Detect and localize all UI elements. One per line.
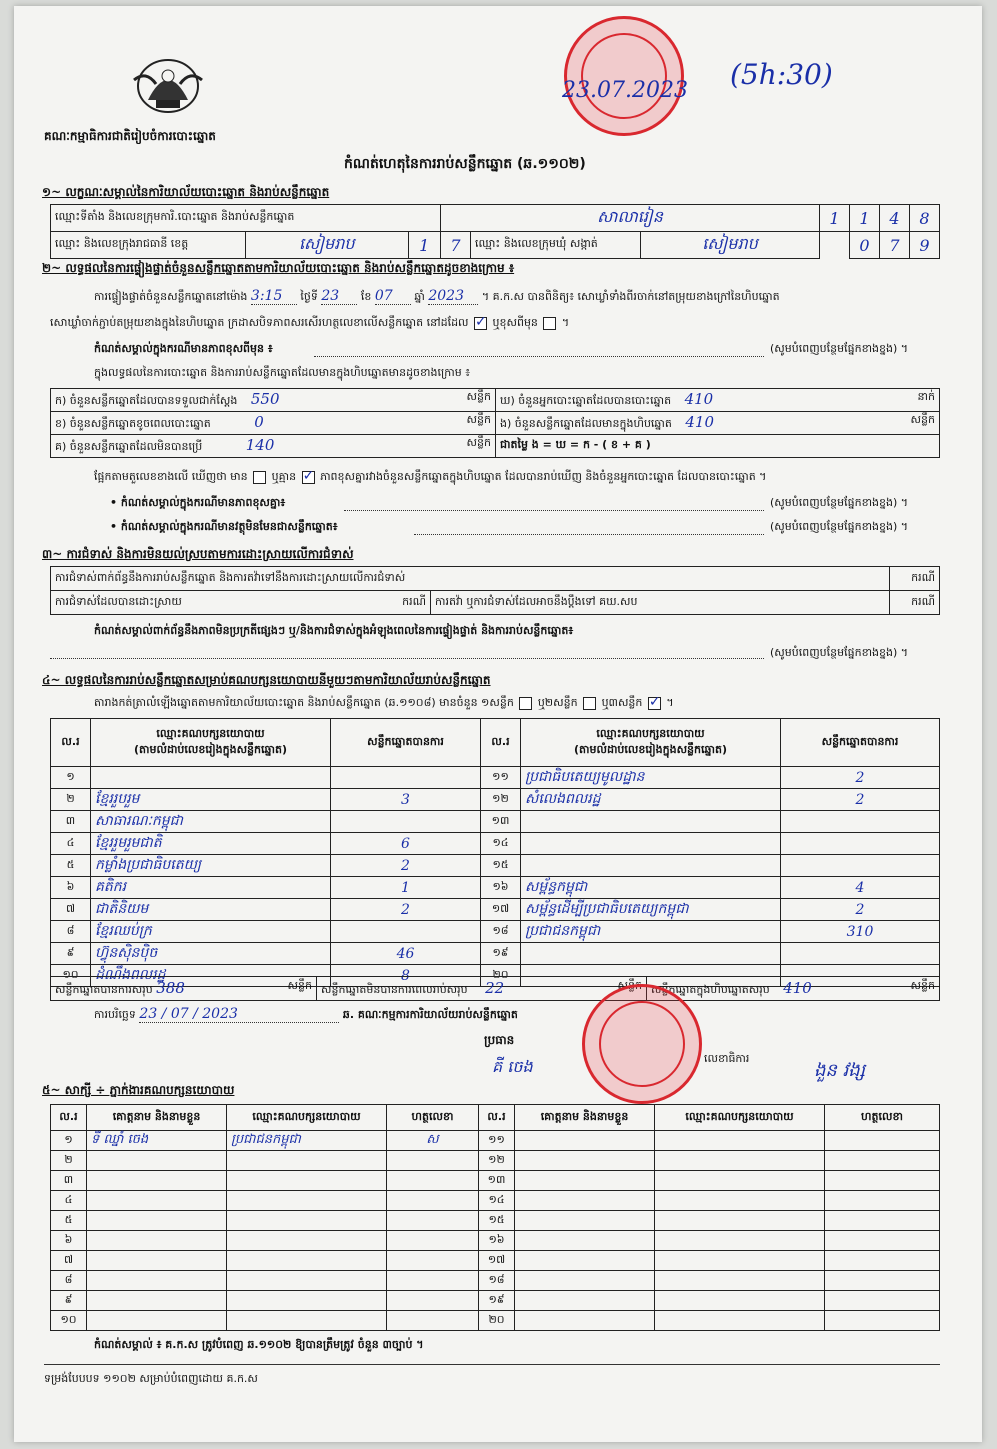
party-name: ខ្មែររួបរួម (91, 789, 331, 811)
party-name (521, 811, 781, 833)
party-votes: 310 (781, 921, 940, 943)
witness-party: ប្រជាជនកម្ពុជា (227, 1131, 387, 1151)
section2-heading: ២~ លទ្ធផលនៃការផ្ទៀងផ្ទាត់ចំនួនសន្លឹកឆ្នោតតាមការិយាល័យបោះឆ្នោត និងរាប់សន្លឹកឆ្នោតដូចខាងក្រោម ៖ (42, 261, 515, 275)
witness-row (51, 1171, 940, 1191)
witness-number: ៤ (51, 1191, 87, 1211)
witness-signature (387, 1271, 479, 1291)
fill-note: (សូមបំពេញបន្ថែមផ្នែកខាងខ្នង) ។ (770, 646, 909, 659)
witness-name (87, 1291, 227, 1311)
commune-value: សៀមរាប (641, 232, 820, 259)
witness-number: ១០ (51, 1311, 87, 1331)
witness-name (87, 1251, 227, 1271)
section1-table (50, 204, 940, 259)
receipt-time: (5h:30) (730, 58, 833, 91)
seal-line: សោឃ្លាំចាក់ភ្ជាប់តម្រុយខាងក្នុងនៃហិបឆ្នោត ក្រដាសបិទភាពសរសើរហត្ថលេខាលើសន្លឹកឆ្នោត នៅដដែល ✓ ឬខុសពីមុន ។ (50, 316, 569, 332)
party-name: ដំណឹងពលរដ្ឋ (91, 965, 331, 987)
witness-number: ១៦ (479, 1231, 515, 1251)
witness-signature (825, 1151, 940, 1171)
witness-number: ១៧ (479, 1251, 515, 1271)
party-number: ១៦ (481, 877, 521, 899)
party-number: ១ (51, 767, 91, 789)
party-number: ២ (51, 789, 91, 811)
chair-label: ប្រធាន (484, 1033, 515, 1047)
formula: ជាតម្លៃ ង = ឃ = ក - ( ខ + គ ) (496, 435, 940, 458)
witness-signature (387, 1151, 479, 1171)
witness-name (87, 1171, 227, 1191)
witness-signature: ស (387, 1131, 479, 1151)
objection-row: ការជំទាស់ពាក់ព័ន្ធនឹងការរាប់សន្លឹកឆ្នោត និងការតវ៉ាទៅនឹងការដោះស្រាយលើការជំទាស់ (51, 567, 890, 591)
three-sheet-checkbox[interactable] (648, 697, 661, 710)
party-votes (781, 855, 940, 877)
difference-note-line (314, 356, 764, 357)
party-name: កម្លាំងប្រជាធិបតេយ្យ (91, 855, 331, 877)
witness-row (51, 1131, 940, 1151)
party-number: ១០ (51, 965, 91, 987)
party-name: ប្រជាជនកម្ពុជា (521, 921, 781, 943)
party-name (521, 833, 781, 855)
results-row (51, 789, 940, 811)
site-digit: 4 (880, 205, 910, 232)
witness-number: ១៨ (479, 1271, 515, 1291)
witness-party (655, 1131, 825, 1151)
party-name: ប្រជាធិបតេយ្យមូលដ្ឋាន (521, 767, 781, 789)
party-votes: 2 (781, 789, 940, 811)
commune-digit: 9 (910, 232, 940, 259)
party-name: ហ៊្វុនស៊ិនប៉ិច (91, 943, 331, 965)
section3-heading: ៣~ ការជំទាស់ និងការមិនយល់ស្របតាមការដោះស្រាយលើការជំទាស់ (42, 547, 354, 561)
document-sheet (14, 6, 982, 1442)
witness-party (655, 1251, 825, 1271)
witness-number: ១៥ (479, 1211, 515, 1231)
footnote: កំណត់សម្គាល់ ៖ គ.ក.ស ត្រូវបំពេញ ឆ.១១០២ ឱ្យបានត្រឹមត្រូវ ចំនួន ៣ច្បាប់ ។ (94, 1338, 424, 1351)
party-votes: 6 (331, 833, 481, 855)
section4-heading: ៤~ លទ្ធផលនៃការរាប់សន្លឹកឆ្នោតសម្រាប់គណបក្សនយោបាយនីមួយៗតាមការិយាល័យរាប់សន្លឹកឆ្នោត (42, 673, 491, 687)
nec-emblem-icon (126, 50, 210, 122)
witness-row (51, 1291, 940, 1311)
results-table: ល.រ ឈ្មោះគណបក្សនយោបាយ (តាមលំដាប់លេខរៀងក្នុងសន្លឹកឆ្នោត) សន្លឹកឆ្នោតបានការ ល.រ ឈ្មោះគណបក្សនយោបាយ (តាមលំដាប់លេខរៀងក្នុងសន្លឹកឆ្នោត) សន្លឹកឆ្នោតបានការ ១ ១១ ប្រជាធិបតេយ្យមូលដ្ឋាន 2 ២ ខ្មែររួបរួម 3 ១២ សំលេងពលរដ្ឋ 2 ៣ សាធារណៈកម្ពុជា ១៣ ៤ ខ្មែររួមរួមជាតិ 6 ១៤ ៥ កម្លាំងប្រជាធិបតេយ្យ 2 ១៥ ៦ គតិករ 1 ១៦ សម្ព័ន្ធកម្ពុជា 4 ៧ ជាតិនិយម 2 ១៧ សម្ព័ន្ធដើម្បីប្រជាធិបតេយ្យកម្ពុជា 2 ៨ ខ្មែរឈប់ក្រ ១៨ ប្រជាជនកម្ពុជា 310 ៩ ហ៊្វុនស៊ិនប៉ិច 46 ១៩ ១០ ដំណឹងពលរដ្ឋ 8 ២០ (50, 718, 940, 987)
party-number: ២០ (481, 965, 521, 987)
commune-digit: 0 (850, 232, 880, 259)
witness-name (87, 1151, 227, 1171)
witness-name (515, 1191, 655, 1211)
witness-signature (387, 1251, 479, 1271)
witness-number: ៨ (51, 1271, 87, 1291)
section5-heading: ៥~ សាក្សី ÷ ភ្នាក់ងារគណបក្សនយោបាយ (42, 1083, 235, 1097)
party-votes: 46 (331, 943, 481, 965)
fill-note: (សូមបំពេញបន្ថែមផ្នែកខាងខ្នង) ។ (770, 520, 909, 533)
witness-name (515, 1311, 655, 1331)
difference-note-label: កំណត់សម្គាល់ក្នុងករណីមានភាពខុសពីមុន ៖ (94, 342, 273, 355)
witness-number: ១១ (479, 1131, 515, 1151)
party-number: ៧ (51, 899, 91, 921)
unused-ballots-value: 140 (245, 436, 275, 454)
party-name: សំលេងពលរដ្ឋ (521, 789, 781, 811)
witness-signature (387, 1291, 479, 1311)
witness-signature (825, 1271, 940, 1291)
witness-row (51, 1311, 940, 1331)
receipt-date: 23.07.2023 (562, 78, 688, 103)
witness-party (227, 1311, 387, 1331)
witness-number: ១៤ (479, 1191, 515, 1211)
witness-signature (825, 1211, 940, 1231)
witness-name (515, 1251, 655, 1271)
site-digit: 1 (850, 205, 880, 232)
witness-signature (825, 1171, 940, 1191)
total-box-value: 410 (783, 978, 812, 997)
witness-party (227, 1251, 387, 1271)
party-number: ១៤ (481, 833, 521, 855)
party-votes: 2 (331, 899, 481, 921)
party-votes (781, 943, 940, 965)
witness-number: ១ (51, 1131, 87, 1151)
ballots-in-box-value: 410 (685, 413, 715, 431)
bullet-non-ballot: • កំណត់សម្គាល់ក្នុងករណីមានវត្ថុមិនមែនជាសន្លឹកឆ្នោត៖ (110, 520, 338, 533)
witness-number: ២០ (479, 1311, 515, 1331)
party-votes: 2 (331, 855, 481, 877)
site-digit: 1 (820, 205, 850, 232)
party-votes: 3 (331, 789, 481, 811)
party-name: សាធារណៈកម្ពុជា (91, 811, 331, 833)
party-number: ៨ (51, 921, 91, 943)
witness-signature (387, 1171, 479, 1191)
party-name: សម្ព័ន្ធកម្ពុជា (521, 877, 781, 899)
province-digit: 1 (408, 232, 441, 259)
witness-name (515, 1151, 655, 1171)
witness-name (515, 1271, 655, 1291)
witness-row (51, 1151, 940, 1171)
party-name: ជាតិនិយម (91, 899, 331, 921)
results-row (51, 855, 940, 877)
party-number: ១៩ (481, 943, 521, 965)
site-value: សាលារៀន (441, 205, 820, 232)
witness-signature (825, 1251, 940, 1271)
witness-name (515, 1131, 655, 1151)
org-name: គណៈកម្មាធិការជាតិរៀបចំការបោះឆ្នោត (44, 129, 216, 143)
witness-signature (387, 1231, 479, 1251)
party-name: គតិករ (91, 877, 331, 899)
party-name: ខ្មែររួមរួមជាតិ (91, 833, 331, 855)
witness-party (227, 1231, 387, 1251)
witness-row (51, 1251, 940, 1271)
witness-row (51, 1191, 940, 1211)
witness-party (227, 1191, 387, 1211)
ballots-received-value: 550 (250, 390, 280, 408)
site-label: ឈ្មោះទីតាំង និងលេខក្រុមការិ.បោះឆ្នោត និងរាប់សន្លឹកឆ្នោត (51, 205, 441, 232)
results-row (51, 767, 940, 789)
receipt-stamp (564, 16, 684, 136)
document-title: កំណត់ហេតុនៃការរាប់សន្លឹកឆ្នោត (ឆ.១១០២) (344, 156, 586, 172)
appeal-objection: ការតវ៉ា ឬការជំទាស់ដែលអាចនឹងប្តឹងទៅ គឃ.សប (431, 591, 890, 615)
party-name: ខ្មែរឈប់ក្រ (91, 921, 331, 943)
party-number: ៣ (51, 811, 91, 833)
witness-party (655, 1211, 825, 1231)
witness-number: ១២ (479, 1151, 515, 1171)
results-row (51, 811, 940, 833)
ballot-count-table: ក) ចំនួនសន្លឹកឆ្នោតដែលបានទទួលជាក់ស្តែង 550 សន្លឹក ឃ) ចំនួនអ្នកបោះឆ្នោតដែលបានបោះឆ្នោត 410 នាក់ ខ) ចំនួនសន្លឹកឆ្នោតខូចពេលបោះឆ្នោត 0 សន្លឹក ង) ចំនួនសន្លឹកឆ្នោតដែលមានក្នុងហិបឆ្នោត 410 សន្លឹក គ) ចំនួនសន្លឹកឆ្នោតដែលមិនបានប្រើ 140 សន្លឹក ជាតម្លៃ ង = ឃ = ក - ( ខ + គ ) (50, 388, 940, 458)
witness-signature (825, 1231, 940, 1251)
province-value: សៀមរាប (246, 232, 409, 259)
has-difference-checkbox[interactable] (253, 471, 266, 484)
witness-party (655, 1231, 825, 1251)
party-number: ១២ (481, 789, 521, 811)
party-votes (781, 833, 940, 855)
party-votes (781, 811, 940, 833)
no-difference-checkbox[interactable] (302, 471, 315, 484)
party-number: ៩ (51, 943, 91, 965)
conclusion-line: ផ្អែកតាមតួលេខខាងលើ ឃើញថា មាន ឬគ្មាន ✓ ភាពខុសគ្នារវាងចំនួនសន្លឹកឆ្នោតក្នុងហិបឆ្នោត ដែលបានរាប់ឃើញ និងចំនួនអ្នកបោះឆ្នោត ដែលបានបោះឆ្នោត ។ (94, 470, 766, 486)
witness-signature (387, 1211, 479, 1231)
voters-value: 410 (684, 390, 714, 408)
witness-signature (387, 1311, 479, 1331)
witness-number: ៥ (51, 1211, 87, 1231)
witness-row (51, 1271, 940, 1291)
province-label: ឈ្មោះ និងលេខក្រុងរាជធានី ខេត្ត (51, 232, 246, 259)
party-votes: 4 (781, 877, 940, 899)
witness-name (87, 1191, 227, 1211)
witness-party (655, 1171, 825, 1191)
party-votes (331, 811, 481, 833)
witness-number: ៧ (51, 1251, 87, 1271)
results-row (51, 899, 940, 921)
witness-name (87, 1271, 227, 1291)
party-number: ១៨ (481, 921, 521, 943)
party-number: ៥ (51, 855, 91, 877)
verification-day: 23 (321, 288, 357, 305)
witness-signature (825, 1291, 940, 1311)
witness-number: ៣ (51, 1171, 87, 1191)
witness-name (87, 1311, 227, 1331)
witness-number: ៩ (51, 1291, 87, 1311)
witness-signature (825, 1131, 940, 1151)
witness-party (227, 1271, 387, 1291)
party-votes: 2 (781, 767, 940, 789)
spoiled-ballots-value: 0 (254, 413, 264, 431)
results-row (51, 833, 940, 855)
witness-signature (825, 1191, 940, 1211)
secretary-signature: ងួន វង្ស (814, 1060, 866, 1081)
province-digit: 7 (441, 232, 471, 259)
tally-sheet-line: តារាងកត់ត្រាលំឡើងឆ្នោតតាមការិយាល័យបោះឆ្នោត និងរាប់សន្លឹកឆ្នោត (ឆ.១១០៨) មានចំនួន ១សន្លឹក ឬ២សន្លឹក ឬ៣សន្លឹក ✓ ។ (94, 696, 674, 712)
objection-note: កំណត់សម្គាល់ពាក់ព័ន្ធនឹងភាពមិនប្រក្រតីផ្សេងៗ ឬ/និងការជំទាស់ក្នុងអំឡុងពេលនៃការផ្ទៀងផ្ទាត់ និងការរាប់សន្លឹកឆ្នោត៖ (94, 624, 574, 637)
witness-signature (825, 1311, 940, 1331)
party-name (521, 943, 781, 965)
fill-note: (សូមបំពេញបន្ថែមផ្នែកខាងខ្នង) ។ (770, 496, 909, 509)
witness-table: ល.រ គោត្តនាម និងនាមខ្លួន ឈ្មោះគណបក្សនយោបាយ ហត្ថលេខា ល.រ គោត្តនាម និងនាមខ្លួន ឈ្មោះគណបក្សនយោបាយ ហត្ថលេខា ១ ទី ឈ្នាំ ចេង ប្រជាជនកម្ពុជា ស ១១ ២ ១២ ៣ ១៣ ៤ ១៤ ៥ ១៥ ៦ ១៦ ៧ ១៧ ៨ ១៨ ៩ ១៩ ១០ ២០ (50, 1104, 940, 1331)
witness-name (87, 1211, 227, 1231)
party-number: ៤ (51, 833, 91, 855)
party-number: ១៣ (481, 811, 521, 833)
witness-signature (387, 1191, 479, 1211)
party-name: សម្ព័ន្ធដើម្បីប្រជាធិបតេយ្យកម្ពុជា (521, 899, 781, 921)
results-row (51, 943, 940, 965)
witness-party (655, 1311, 825, 1331)
party-number: ១៥ (481, 855, 521, 877)
party-number: ១១ (481, 767, 521, 789)
date-line: ការបរិច្ឆេទ 23 / 07 / 2023 ឆ. គណៈកម្មការការិយាល័យរាប់សន្លឹកឆ្នោត (94, 1006, 518, 1022)
party-number: ៦ (51, 877, 91, 899)
party-votes (331, 767, 481, 789)
commune-digit: 7 (880, 232, 910, 259)
verification-time: 3:15 (251, 288, 297, 305)
party-votes: 8 (331, 965, 481, 987)
changed-checkbox[interactable] (543, 317, 556, 330)
witness-name: ទី ឈ្នាំ ចេង (87, 1131, 227, 1151)
witness-number: ៦ (51, 1231, 87, 1251)
witness-party (227, 1211, 387, 1231)
witness-name (515, 1231, 655, 1251)
witness-row (51, 1211, 940, 1231)
witness-name (515, 1211, 655, 1231)
footer-divider (44, 1364, 940, 1365)
witness-party (655, 1151, 825, 1171)
verification-month: 07 (375, 288, 411, 305)
committee-stamp (582, 984, 702, 1104)
signing-date: 23 / 07 / 2023 (139, 1006, 339, 1023)
results-row (51, 877, 940, 899)
witness-party (655, 1191, 825, 1211)
verification-year: 2023 (428, 288, 478, 305)
witness-number: ១៣ (479, 1171, 515, 1191)
witness-party (227, 1171, 387, 1191)
party-number: ១៧ (481, 899, 521, 921)
verification-line: ការផ្ទៀងផ្ទាត់ចំនួនសន្លឹកឆ្នោតនៅម៉ោង 3:15 ថ្ងៃទី 23 ខែ 07 ឆ្នាំ 2023 ។ គ.ក.ស បានពិនិត្យ៖ សោឃ្លាំទាំងពីរចាក់នៅតម្រុយខាងក្រៅនៃហិបឆ្នោត (94, 288, 780, 304)
total-valid-value: 388 (156, 978, 185, 997)
total-invalid-value: 22 (485, 978, 505, 997)
witness-name (515, 1171, 655, 1191)
witness-party (655, 1291, 825, 1311)
resolved-objection: ការជំទាស់ដែលបានដោះស្រាយ ករណី (51, 591, 431, 615)
party-name (521, 855, 781, 877)
secretary-label: លេខាធិការ (704, 1052, 750, 1065)
witness-number: ២ (51, 1151, 87, 1171)
witness-number: ១៩ (479, 1291, 515, 1311)
witness-party (655, 1271, 825, 1291)
bullet-difference: • កំណត់សម្គាល់ក្នុងករណីមានភាពខុសគ្នា៖ (110, 496, 286, 509)
witness-party (227, 1151, 387, 1171)
witness-name (87, 1231, 227, 1251)
section1-heading: ១~ លក្ខណៈសម្គាល់នៃការិយាល័យបោះឆ្នោត និងរាប់សន្លឹកឆ្នោត (42, 185, 330, 199)
witness-name (515, 1291, 655, 1311)
two-sheet-checkbox[interactable] (583, 697, 596, 710)
results-row (51, 921, 940, 943)
fill-note: (សូមបំពេញបន្ថែមផ្នែកខាងខ្នង) ។ (770, 342, 909, 355)
party-votes: 1 (331, 877, 481, 899)
witness-party (227, 1291, 387, 1311)
chair-signature: គី ចេង (492, 1057, 533, 1076)
party-name (91, 767, 331, 789)
results-intro: ក្នុងលទ្ធផលនៃការបោះឆ្នោត និងការរាប់សន្លឹកឆ្នោតដែលមានក្នុងហិបឆ្នោតមានដូចខាងក្រោម ៖ (94, 366, 471, 379)
party-votes: 2 (781, 899, 940, 921)
one-sheet-checkbox[interactable] (519, 697, 532, 710)
objection-table: ការជំទាស់ពាក់ព័ន្ធនឹងការរាប់សន្លឹកឆ្នោត និងការតវ៉ាទៅនឹងការដោះស្រាយលើការជំទាស់ ករណី ការជំទាស់ដែលបានដោះស្រាយ ករណី ការតវ៉ា ឬការជំទាស់ដែលអាចនឹងប្តឹងទៅ គឃ.សប ករណី (50, 566, 940, 615)
commune-label: ឈ្មោះ និងលេខក្រុមឃុំ សង្កាត់ (471, 232, 641, 259)
party-votes (331, 921, 481, 943)
results-totals: សន្លឹកឆ្នោតបានការសរុប 388 សន្លឹក សន្លឹកឆ្នោតមិនបានការពេលរាប់សរុប 22 សន្លឹក សន្លឹកឆ្នោតក្នុងហិបឆ្នោតសរុប 410 សន្លឹក (50, 976, 940, 1001)
witness-row (51, 1231, 940, 1251)
site-digit: 8 (910, 205, 940, 232)
footer-text: ទម្រង់បែបបទ ១១០២ សម្រាប់បំពេញដោយ គ.ក.ស (44, 1372, 258, 1385)
unchanged-checkbox[interactable] (474, 317, 487, 330)
